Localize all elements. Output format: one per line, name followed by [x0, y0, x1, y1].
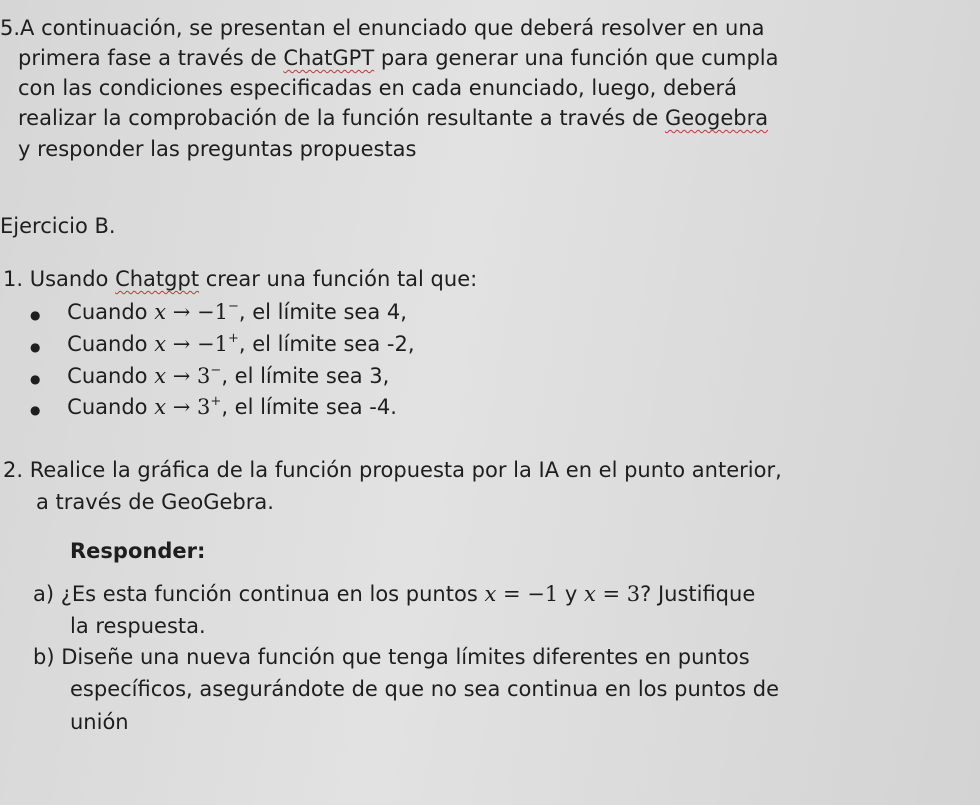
bullet-icon: ● [30, 308, 41, 322]
item-2-line-2: a través de GeoGebra. [36, 490, 274, 514]
intro-line-2: primera fase a través de ChatGPT para generar una función que cumpla [18, 46, 779, 70]
question-a-line-2: la respuesta. [70, 614, 206, 638]
question-b-line-2: específicos, asegurándote de que no sea continua en los puntos de [70, 677, 780, 701]
item-2-line-1: 2. Realice la gráfica de la función propuesta por la IA en el punto anterior, [3, 458, 782, 482]
bullet-icon: ● [30, 372, 41, 386]
limit-bullet: ● Cuando x → −1+, el límite sea -2, [30, 331, 415, 356]
limit-bullet: ● Cuando x → 3+, el límite sea -4. [30, 394, 397, 419]
bullet-icon: ● [30, 340, 41, 354]
exercise-title: Ejercicio B. [0, 214, 116, 238]
responder-heading: Responder: [70, 539, 206, 563]
geogebra-spell-flag: Geogebra [664, 106, 769, 130]
chatgpt-spell-flag: ChatGPT [283, 46, 375, 70]
question-b-line-1: b) Diseñe una nueva función que tenga límites diferentes en puntos [33, 645, 750, 669]
question-b-line-3: unión [70, 710, 129, 734]
intro-line-4: realizar la comprobación de la función resultante a través de Geogebra [18, 106, 769, 130]
limit-bullet: ● Cuando x → −1−, el límite sea 4, [30, 299, 407, 324]
limit-bullet: ● Cuando x → 3−, el límite sea 3, [30, 363, 390, 388]
chatgpt-spell-flag-2: Chatgpt [115, 267, 200, 291]
intro-line-3: con las condiciones especificadas en cada enunciado, luego, deberá [18, 76, 738, 100]
bullet-icon: ● [30, 403, 41, 417]
intro-line-5: y responder las preguntas propuestas [18, 137, 417, 161]
intro-line-1: 5.A continuación, se presentan el enunciado que deberá resolver en una [0, 16, 765, 40]
question-a-line-1: a) ¿Es esta función continua en los puntos x = −1 y x = 3? Justifique [33, 582, 756, 606]
item-1-heading: 1. Usando Chatgpt crear una función tal que: [3, 267, 478, 291]
